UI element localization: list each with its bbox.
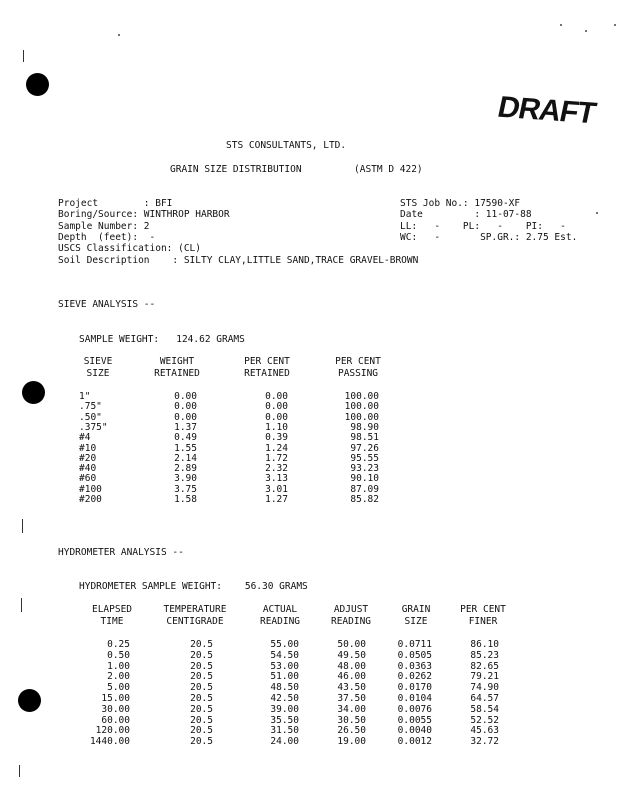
scan-mark xyxy=(19,765,20,777)
project-line: Project : BFI xyxy=(58,198,173,209)
punch-hole-top xyxy=(26,73,49,96)
table-cell: 0.00 xyxy=(265,391,288,402)
table-cell: #10 xyxy=(79,442,97,454)
water-content-line: WC: - SP.GR.: 2.75 Est. xyxy=(400,232,578,243)
table-cell: 2.32 xyxy=(265,463,288,475)
hydrometer-header: ADJUST xyxy=(333,604,369,615)
table-cell: 20.5 xyxy=(190,714,213,726)
table-cell: 98.51 xyxy=(350,432,379,444)
scan-speck xyxy=(596,212,598,214)
job-number-line: STS Job No.: 17590-XF xyxy=(400,198,521,209)
table-cell: 1.55 xyxy=(174,442,197,454)
table-cell: 0.0055 xyxy=(397,714,432,726)
table-cell: 0.0040 xyxy=(397,725,432,737)
sieve-header: PER CENT xyxy=(244,356,290,367)
table-cell: 0.0170 xyxy=(397,682,432,694)
hydrometer-header: FINER xyxy=(468,616,498,627)
table-cell: 35.50 xyxy=(270,714,299,726)
table-cell: 46.00 xyxy=(337,671,366,683)
table-cell: 3.01 xyxy=(265,483,288,495)
table-cell: 42.50 xyxy=(270,693,299,704)
table-row xyxy=(0,651,642,662)
draft-stamp: DRAFT xyxy=(494,90,599,131)
table-cell: 2.14 xyxy=(174,452,197,464)
table-cell: 1.58 xyxy=(174,494,197,505)
table-cell: 52.52 xyxy=(470,714,499,726)
table-cell: 54.50 xyxy=(270,649,299,661)
table-cell: 0.50 xyxy=(107,649,130,661)
table-cell: 0.0076 xyxy=(397,703,432,715)
hydrometer-header: SIZE xyxy=(404,616,428,627)
company-name: STS CONSULTANTS, LTD. xyxy=(226,140,347,151)
table-cell: 0.00 xyxy=(174,411,197,423)
sieve-header: RETAINED xyxy=(244,368,290,379)
table-cell: 30.50 xyxy=(337,714,366,726)
hydrometer-header: ACTUAL xyxy=(262,604,298,615)
table-row xyxy=(0,640,642,651)
date-line: Date : 11-07-88 xyxy=(400,209,532,220)
table-cell: 49.50 xyxy=(337,649,366,661)
table-cell: 85.23 xyxy=(470,649,499,661)
table-cell: 1" xyxy=(79,391,91,402)
table-cell: 1.37 xyxy=(174,421,197,433)
table-cell: 1.10 xyxy=(265,421,288,433)
table-cell: 3.13 xyxy=(265,473,288,485)
table-cell: 120.00 xyxy=(95,725,130,737)
table-cell: 34.00 xyxy=(337,703,366,715)
table-cell: 53.00 xyxy=(270,660,299,672)
uscs-line: USCS Classification: (CL) xyxy=(58,243,201,254)
scan-mark xyxy=(21,598,22,612)
table-cell: 20.5 xyxy=(190,693,213,704)
table-cell: 82.65 xyxy=(470,660,499,672)
table-cell: 0.00 xyxy=(265,401,288,413)
table-cell: 1440.00 xyxy=(89,736,130,748)
table-cell: #20 xyxy=(79,452,97,464)
table-row xyxy=(0,495,642,506)
table-cell: 1.24 xyxy=(265,442,288,454)
table-row xyxy=(0,683,642,694)
scan-speck xyxy=(585,30,587,32)
hydrometer-header: READING xyxy=(330,616,372,627)
table-cell: 43.50 xyxy=(337,682,366,694)
hydrometer-header: TEMPERATURE xyxy=(163,604,227,615)
boring-source-line: Boring/Source: WINTHROP HARBOR xyxy=(58,209,230,220)
scan-speck xyxy=(614,24,616,26)
table-cell: 20.5 xyxy=(190,649,213,661)
table-cell: 0.0012 xyxy=(397,736,432,748)
table-row xyxy=(0,737,642,748)
table-cell: 20.5 xyxy=(190,671,213,683)
depth-line: Depth (feet): - xyxy=(58,232,156,243)
sample-number-line: Sample Number: 2 xyxy=(58,221,150,232)
table-row xyxy=(0,672,642,683)
hydrometer-header: TIME xyxy=(100,616,124,627)
table-cell: 0.39 xyxy=(265,432,288,444)
table-cell: 48.50 xyxy=(270,682,299,694)
table-cell: 58.54 xyxy=(470,703,499,715)
table-cell: 64.57 xyxy=(470,693,499,704)
table-cell: 3.75 xyxy=(174,483,197,495)
table-cell: 26.50 xyxy=(337,725,366,737)
table-cell: 98.90 xyxy=(350,421,379,433)
table-cell: 1.00 xyxy=(107,660,130,672)
table-cell: 20.5 xyxy=(190,736,213,748)
sieve-analysis-heading: SIEVE ANALYSIS -- xyxy=(58,299,156,310)
test-standard: (ASTM D 422) xyxy=(354,164,423,175)
table-cell: 85.82 xyxy=(350,494,379,505)
table-cell: 3.90 xyxy=(174,473,197,485)
table-cell: 55.00 xyxy=(270,639,299,650)
table-cell: 90.10 xyxy=(350,473,379,485)
table-cell: 0.00 xyxy=(174,401,197,413)
table-cell: 87.09 xyxy=(350,483,379,495)
sieve-header: PER CENT xyxy=(335,356,381,367)
table-cell: 0.0262 xyxy=(397,671,432,683)
table-cell: 39.00 xyxy=(270,703,299,715)
table-cell: #4 xyxy=(79,432,91,444)
hydrometer-sample-weight: HYDROMETER SAMPLE WEIGHT: 56.30 GRAMS xyxy=(79,581,308,592)
table-cell: #200 xyxy=(79,494,102,505)
table-cell: 20.5 xyxy=(190,703,213,715)
sieve-header: PASSING xyxy=(337,368,379,379)
table-cell: 0.49 xyxy=(174,432,197,444)
table-cell: 19.00 xyxy=(337,736,366,748)
table-cell: 15.00 xyxy=(101,693,130,704)
table-cell: 31.50 xyxy=(270,725,299,737)
table-cell: 2.89 xyxy=(174,463,197,475)
table-cell: 0.0505 xyxy=(397,649,432,661)
table-cell: 100.00 xyxy=(344,401,379,413)
soil-description-line: Soil Description : SILTY CLAY,LITTLE SAND,TRACE GRAVEL-BROWN xyxy=(58,255,419,266)
scan-mark xyxy=(23,50,24,62)
table-cell: 5.00 xyxy=(107,682,130,694)
table-cell: 86.10 xyxy=(470,639,499,650)
table-row xyxy=(0,662,642,673)
table-cell: .375" xyxy=(79,421,108,433)
table-cell: 60.00 xyxy=(101,714,130,726)
hydrometer-header: GRAIN xyxy=(401,604,431,615)
table-cell: 45.63 xyxy=(470,725,499,737)
table-cell: .50" xyxy=(79,411,102,423)
table-cell: 50.00 xyxy=(337,639,366,650)
table-cell: 1.27 xyxy=(265,494,288,505)
table-cell: 74.90 xyxy=(470,682,499,694)
hydrometer-header: ELAPSED xyxy=(91,604,133,615)
table-cell: 30.00 xyxy=(101,703,130,715)
table-cell: #40 xyxy=(79,463,97,475)
table-cell: 48.00 xyxy=(337,660,366,672)
table-row xyxy=(0,694,642,705)
sieve-sample-weight: SAMPLE WEIGHT: 124.62 GRAMS xyxy=(79,334,245,345)
sieve-header: RETAINED xyxy=(154,368,200,379)
table-cell: 20.5 xyxy=(190,639,213,650)
table-cell: 97.26 xyxy=(350,442,379,454)
table-cell: 100.00 xyxy=(344,411,379,423)
table-cell: 95.55 xyxy=(350,452,379,464)
hydrometer-header: PER CENT xyxy=(460,604,506,615)
table-cell: .75" xyxy=(79,401,102,413)
table-cell: 0.0104 xyxy=(397,693,432,704)
table-cell: 37.50 xyxy=(337,693,366,704)
hydrometer-header: CENTIGRADE xyxy=(166,616,224,627)
table-cell: 20.5 xyxy=(190,660,213,672)
table-row xyxy=(0,705,642,716)
table-cell: 79.21 xyxy=(470,671,499,683)
scan-mark xyxy=(22,519,23,533)
scan-speck xyxy=(560,24,562,26)
table-cell: 93.23 xyxy=(350,463,379,475)
hydrometer-analysis-heading: HYDROMETER ANALYSIS -- xyxy=(58,547,184,558)
table-cell: 0.00 xyxy=(174,391,197,402)
table-cell: 51.00 xyxy=(270,671,299,683)
scan-speck xyxy=(118,34,120,36)
table-cell: 20.5 xyxy=(190,682,213,694)
table-cell: 2.00 xyxy=(107,671,130,683)
table-cell: 20.5 xyxy=(190,725,213,737)
table-cell: 1.72 xyxy=(265,452,288,464)
table-cell: 100.00 xyxy=(344,391,379,402)
table-cell: 0.25 xyxy=(107,639,130,650)
atterberg-limits-line: LL: - PL: - PI: - xyxy=(400,221,566,232)
table-cell: 0.0363 xyxy=(397,660,432,672)
table-cell: #100 xyxy=(79,483,102,495)
sieve-header: WEIGHT xyxy=(159,356,195,367)
sieve-header: SIZE xyxy=(86,368,110,379)
table-cell: 32.72 xyxy=(470,736,499,748)
document-title: GRAIN SIZE DISTRIBUTION xyxy=(170,164,302,175)
sieve-header: SIEVE xyxy=(83,356,113,367)
table-cell: 0.0711 xyxy=(397,639,432,650)
table-cell: #60 xyxy=(79,473,97,485)
table-cell: 24.00 xyxy=(270,736,299,748)
table-cell: 0.00 xyxy=(265,411,288,423)
hydrometer-header: READING xyxy=(259,616,301,627)
